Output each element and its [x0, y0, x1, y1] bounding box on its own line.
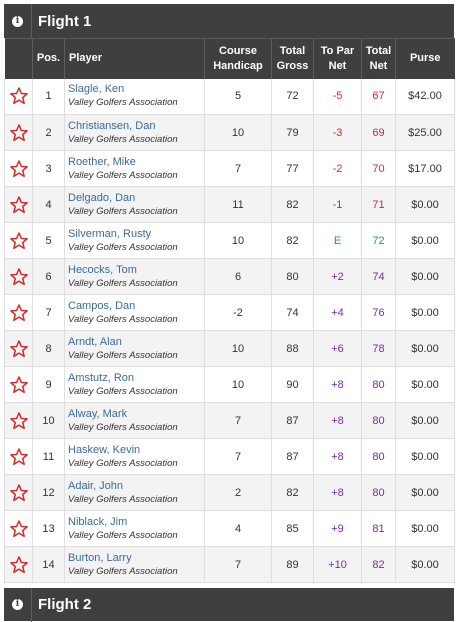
player-association: Valley Golfers Association	[68, 565, 178, 577]
course-handicap-cell: 2	[205, 475, 272, 511]
to-par-net-cell: +8	[314, 439, 362, 475]
favorite-cell	[5, 511, 33, 547]
player-association: Valley Golfers Association	[68, 385, 178, 397]
purse-cell: $0.00	[396, 511, 455, 547]
total-gross-cell: 87	[272, 439, 314, 475]
table-row	[5, 151, 455, 187]
position-cell: 3	[33, 151, 65, 187]
favorite-cell	[5, 151, 33, 187]
course-handicap-cell: 10	[205, 223, 272, 259]
position-cell: 9	[33, 367, 65, 403]
header-line: Net	[328, 59, 347, 72]
course-handicap-cell: 10	[205, 331, 272, 367]
total-gross-cell: 77	[272, 151, 314, 187]
course-handicap-cell: 7	[205, 151, 272, 187]
total-net-column-header[interactable]	[362, 39, 396, 79]
favorite-cell	[5, 439, 33, 475]
total-gross-cell: 82	[272, 475, 314, 511]
favorite-cell	[5, 403, 33, 439]
total-gross-cell: 82	[272, 223, 314, 259]
favorite-cell	[5, 259, 33, 295]
purse-cell: $0.00	[396, 187, 455, 223]
course-handicap-cell: 10	[205, 115, 272, 151]
course-handicap-cell: -2	[205, 295, 272, 331]
player-name-link[interactable]: Roether, Mike	[68, 155, 136, 168]
flight-2-header	[4, 587, 454, 621]
header-line: Course	[219, 44, 257, 57]
position-cell: 1	[33, 79, 65, 115]
header-line: Total	[365, 44, 392, 57]
to-par-net-cell: +4	[314, 295, 362, 331]
total-net-cell: 78	[362, 331, 396, 367]
purse-cell: $0.00	[396, 475, 455, 511]
purse-cell: $0.00	[396, 295, 455, 331]
course-handicap-cell: 11	[205, 187, 272, 223]
info-icon: i	[12, 599, 23, 610]
player-association: Valley Golfers Association	[68, 457, 178, 469]
player-cell	[65, 547, 205, 583]
header-line: Net	[369, 59, 388, 72]
table-body	[5, 79, 455, 583]
player-association: Valley Golfers Association	[68, 97, 178, 109]
player-name-link[interactable]: Amstutz, Ron	[68, 371, 135, 384]
total-gross-cell: 90	[272, 367, 314, 403]
purse-cell: $17.00	[396, 151, 455, 187]
position-cell: 8	[33, 331, 65, 367]
course-handicap-cell: 5	[205, 79, 272, 115]
position-cell: 13	[33, 511, 65, 547]
star-outline-icon[interactable]	[9, 555, 29, 575]
player-cell	[65, 187, 205, 223]
total-net-cell: 76	[362, 295, 396, 331]
position-cell: 14	[33, 547, 65, 583]
flight-1-info-button[interactable]	[4, 4, 32, 38]
table-row	[5, 403, 455, 439]
star-outline-icon[interactable]	[9, 267, 29, 287]
total-gross-cell: 88	[272, 331, 314, 367]
favorite-cell	[5, 187, 33, 223]
results-table	[4, 38, 455, 583]
total-gross-cell: 87	[272, 403, 314, 439]
header-line: Handicap	[213, 59, 263, 72]
player-association: Valley Golfers Association	[68, 205, 178, 217]
table-row	[5, 79, 455, 115]
table-row	[5, 115, 455, 151]
total-net-cell: 80	[362, 475, 396, 511]
player-cell	[65, 331, 205, 367]
total-net-cell: 72	[362, 223, 396, 259]
to-par-net-cell: -2	[314, 151, 362, 187]
table-row	[5, 259, 455, 295]
total-net-cell: 82	[362, 547, 396, 583]
course-handicap-cell: 7	[205, 547, 272, 583]
course-handicap-cell: 7	[205, 439, 272, 475]
star-outline-icon[interactable]	[9, 231, 29, 251]
player-name-link[interactable]: Christiansen, Dan	[68, 119, 156, 132]
table-row	[5, 475, 455, 511]
position-cell: 2	[33, 115, 65, 151]
to-par-net-cell: -5	[314, 79, 362, 115]
player-cell	[65, 223, 205, 259]
to-par-net-cell: +6	[314, 331, 362, 367]
player-association: Valley Golfers Association	[68, 133, 178, 145]
player-cell	[65, 367, 205, 403]
course-handicap-cell: 10	[205, 367, 272, 403]
table-row	[5, 187, 455, 223]
player-association: Valley Golfers Association	[68, 169, 178, 181]
favorite-cell	[5, 367, 33, 403]
table-row	[5, 295, 455, 331]
position-cell: 12	[33, 475, 65, 511]
position-cell: 11	[33, 439, 65, 475]
to-par-net-column-header[interactable]	[314, 39, 362, 79]
table-row	[5, 511, 455, 547]
player-association: Valley Golfers Association	[68, 241, 178, 253]
table-row	[5, 367, 455, 403]
player-association: Valley Golfers Association	[68, 529, 178, 541]
total-net-cell: 71	[362, 187, 396, 223]
player-name-link[interactable]: Adair, John	[68, 479, 124, 492]
favorite-cell	[5, 115, 33, 151]
purse-cell: $25.00	[396, 115, 455, 151]
player-name-link[interactable]: Haskew, Kevin	[68, 443, 141, 456]
total-gross-cell: 72	[272, 79, 314, 115]
total-gross-cell: 79	[272, 115, 314, 151]
total-net-cell: 67	[362, 79, 396, 115]
flight-title: Flight 2	[38, 596, 92, 613]
player-cell	[65, 79, 205, 115]
position-cell: 7	[33, 295, 65, 331]
to-par-net-cell: +8	[314, 475, 362, 511]
favorite-cell	[5, 475, 33, 511]
star-outline-icon[interactable]	[9, 339, 29, 359]
to-par-net-cell: E	[314, 223, 362, 259]
to-par-net-cell: +8	[314, 403, 362, 439]
favorite-cell	[5, 79, 33, 115]
star-outline-icon[interactable]	[9, 375, 29, 395]
to-par-net-cell: +9	[314, 511, 362, 547]
player-cell	[65, 439, 205, 475]
total-net-cell: 74	[362, 259, 396, 295]
info-icon: i	[12, 16, 23, 27]
table-row	[5, 439, 455, 475]
to-par-net-cell: -1	[314, 187, 362, 223]
player-association: Valley Golfers Association	[68, 277, 178, 289]
purse-cell: $0.00	[396, 439, 455, 475]
flight-1-header	[4, 4, 454, 38]
total-gross-cell: 89	[272, 547, 314, 583]
player-cell	[65, 475, 205, 511]
player-name-link[interactable]: Burton, Larry	[68, 551, 132, 564]
purse-column-header[interactable]: Purse	[396, 39, 455, 79]
player-name-link[interactable]: Arndt, Alan	[68, 335, 122, 348]
player-name-link[interactable]: Campos, Dan	[68, 299, 136, 312]
purse-cell: $0.00	[396, 223, 455, 259]
total-gross-cell: 74	[272, 295, 314, 331]
favorite-cell	[5, 223, 33, 259]
total-net-cell: 70	[362, 151, 396, 187]
player-association: Valley Golfers Association	[68, 349, 178, 361]
position-cell: 4	[33, 187, 65, 223]
total-gross-column-header[interactable]	[272, 39, 314, 79]
total-gross-cell: 80	[272, 259, 314, 295]
star-outline-icon[interactable]	[9, 483, 29, 503]
star-outline-icon[interactable]	[9, 519, 29, 539]
to-par-net-cell: +8	[314, 367, 362, 403]
purse-cell: $0.00	[396, 331, 455, 367]
player-cell	[65, 151, 205, 187]
player-association: Valley Golfers Association	[68, 313, 178, 325]
pos-column-header[interactable]: Pos.	[33, 39, 65, 79]
course-handicap-cell: 6	[205, 259, 272, 295]
player-cell	[65, 403, 205, 439]
player-column-header[interactable]: Player	[65, 39, 205, 79]
course-handicap-cell: 7	[205, 403, 272, 439]
header-line: To Par	[320, 44, 355, 57]
player-association: Valley Golfers Association	[68, 421, 178, 433]
header-line: Total	[279, 44, 306, 57]
total-net-cell: 80	[362, 439, 396, 475]
player-name-link[interactable]: Niblack, Jim	[68, 515, 128, 528]
table-row	[5, 223, 455, 259]
to-par-net-cell: +2	[314, 259, 362, 295]
player-name-link[interactable]: Silverman, Rusty	[68, 227, 152, 240]
favorite-cell	[5, 295, 33, 331]
player-association: Valley Golfers Association	[68, 493, 178, 505]
player-cell	[65, 115, 205, 151]
favorite-column-header	[5, 39, 33, 79]
purse-cell: $0.00	[396, 367, 455, 403]
header-line: Gross	[276, 59, 309, 72]
star-outline-icon[interactable]	[9, 303, 29, 323]
player-name-link[interactable]: Alway, Mark	[68, 407, 128, 420]
star-outline-icon[interactable]	[9, 159, 29, 179]
player-name-link[interactable]: Delgado, Dan	[68, 191, 136, 204]
player-cell	[65, 511, 205, 547]
to-par-net-cell: -3	[314, 115, 362, 151]
position-cell: 6	[33, 259, 65, 295]
star-outline-icon[interactable]	[9, 123, 29, 143]
total-gross-cell: 82	[272, 187, 314, 223]
player-name-link[interactable]: Slagle, Ken	[68, 83, 125, 96]
total-net-cell: 69	[362, 115, 396, 151]
total-net-cell: 80	[362, 403, 396, 439]
purse-cell: $0.00	[396, 259, 455, 295]
course-handicap-column-header[interactable]	[205, 39, 272, 79]
star-outline-icon[interactable]	[9, 447, 29, 467]
purse-cell: $0.00	[396, 403, 455, 439]
favorite-cell	[5, 547, 33, 583]
purse-cell: $0.00	[396, 547, 455, 583]
table-row	[5, 331, 455, 367]
star-outline-icon[interactable]	[9, 86, 29, 106]
purse-cell: $42.00	[396, 79, 455, 115]
table-row	[5, 547, 455, 583]
star-outline-icon[interactable]	[9, 195, 29, 215]
flight-title: Flight 1	[38, 12, 92, 30]
favorite-cell	[5, 331, 33, 367]
player-name-link[interactable]: Hecocks, Tom	[68, 263, 137, 276]
table-header-row	[5, 39, 455, 79]
position-cell: 10	[33, 403, 65, 439]
position-cell: 5	[33, 223, 65, 259]
flight-2-info-button[interactable]	[4, 588, 32, 622]
total-net-cell: 81	[362, 511, 396, 547]
course-handicap-cell: 4	[205, 511, 272, 547]
total-gross-cell: 85	[272, 511, 314, 547]
to-par-net-cell: +10	[314, 547, 362, 583]
total-net-cell: 80	[362, 367, 396, 403]
star-outline-icon[interactable]	[9, 411, 29, 431]
player-cell	[65, 295, 205, 331]
player-cell	[65, 259, 205, 295]
